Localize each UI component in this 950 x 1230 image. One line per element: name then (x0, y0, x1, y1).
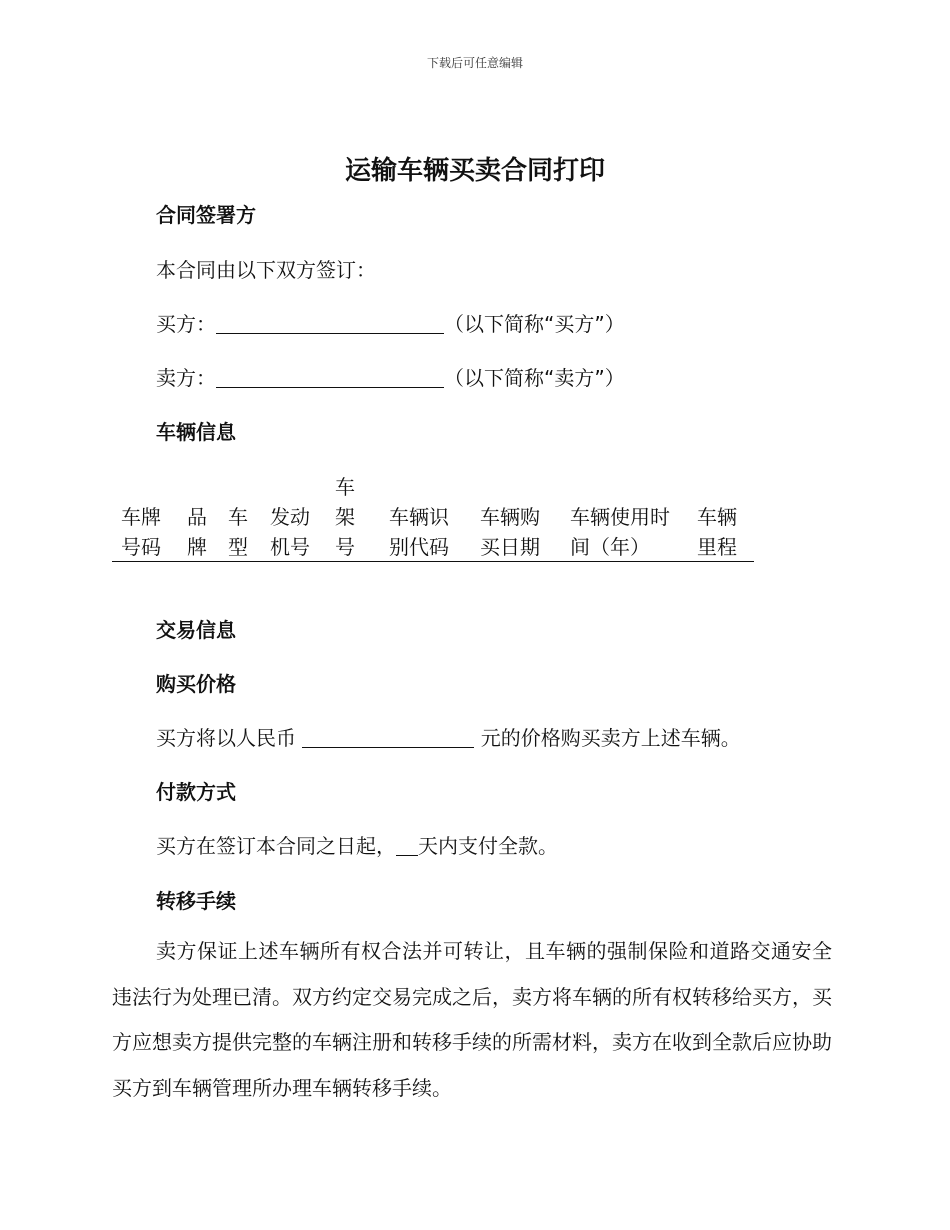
price-line (156, 722, 741, 751)
price-amount-blank[interactable] (302, 725, 474, 748)
buyer-name-blank[interactable] (216, 311, 444, 334)
subheading-payment-method: 付款方式 (156, 780, 236, 804)
column-header-engine-number: 发动 机号 (270, 505, 310, 559)
column-header-model: 车 型 (228, 505, 248, 559)
section-heading-parties: 合同签署方 (156, 203, 256, 227)
payment-days-blank[interactable] (396, 833, 418, 856)
column-header-vin: 车辆识 别代码 (389, 505, 449, 559)
seller-name-blank[interactable] (216, 365, 444, 388)
document-title: 运输车辆买卖合同打印 (344, 156, 605, 186)
payment-line (156, 830, 558, 859)
buyer-label: 买方： (156, 312, 216, 336)
buyer-suffix: （以下简称“买方”） (444, 312, 625, 336)
column-header-purchase-date: 车辆购 买日期 (480, 505, 540, 559)
section-heading-trade: 交易信息 (156, 618, 236, 642)
payment-prefix: 买方在签订本合同之日起， (156, 834, 396, 858)
seller-line (156, 362, 625, 391)
subheading-transfer-procedures: 转移手续 (156, 889, 236, 913)
buyer-line (156, 308, 625, 337)
column-header-frame-number: 车 架 号 (335, 475, 355, 559)
column-header-mileage: 车辆 里程 (697, 505, 737, 559)
price-suffix: 元的价格购买卖方上述车辆。 (480, 726, 741, 750)
seller-suffix: （以下简称“卖方”） (444, 366, 625, 390)
payment-suffix: 天内支付全款。 (418, 834, 558, 858)
section-heading-vehicle: 车辆信息 (156, 420, 236, 444)
seller-label: 卖方： (156, 366, 216, 390)
subheading-purchase-price: 购买价格 (156, 672, 236, 696)
page-header-note: 下载后可任意编辑 (426, 56, 523, 70)
column-header-plate: 车牌 号码 (121, 505, 161, 559)
price-prefix: 买方将以人民币 (156, 726, 296, 750)
column-header-usage-years: 车辆使用时 间（年） (570, 505, 670, 559)
parties-intro: 本合同由以下双方签订： (156, 258, 376, 282)
table-header-rule (112, 561, 754, 562)
transfer-paragraph: 卖方保证上述车辆所有权合法并可转让，且车辆的强制保险和道路交通安全违法行为处理已清。双方约定交易完成之后，卖方将车辆的所有权转移给买方，买方应想卖方提供完整的车辆注册和转移手续的所需材料，卖方在收到全款后应协助买方到车辆管理所办理车辆转移手续。 (112, 939, 832, 1100)
column-header-brand: 品 牌 (187, 505, 207, 559)
